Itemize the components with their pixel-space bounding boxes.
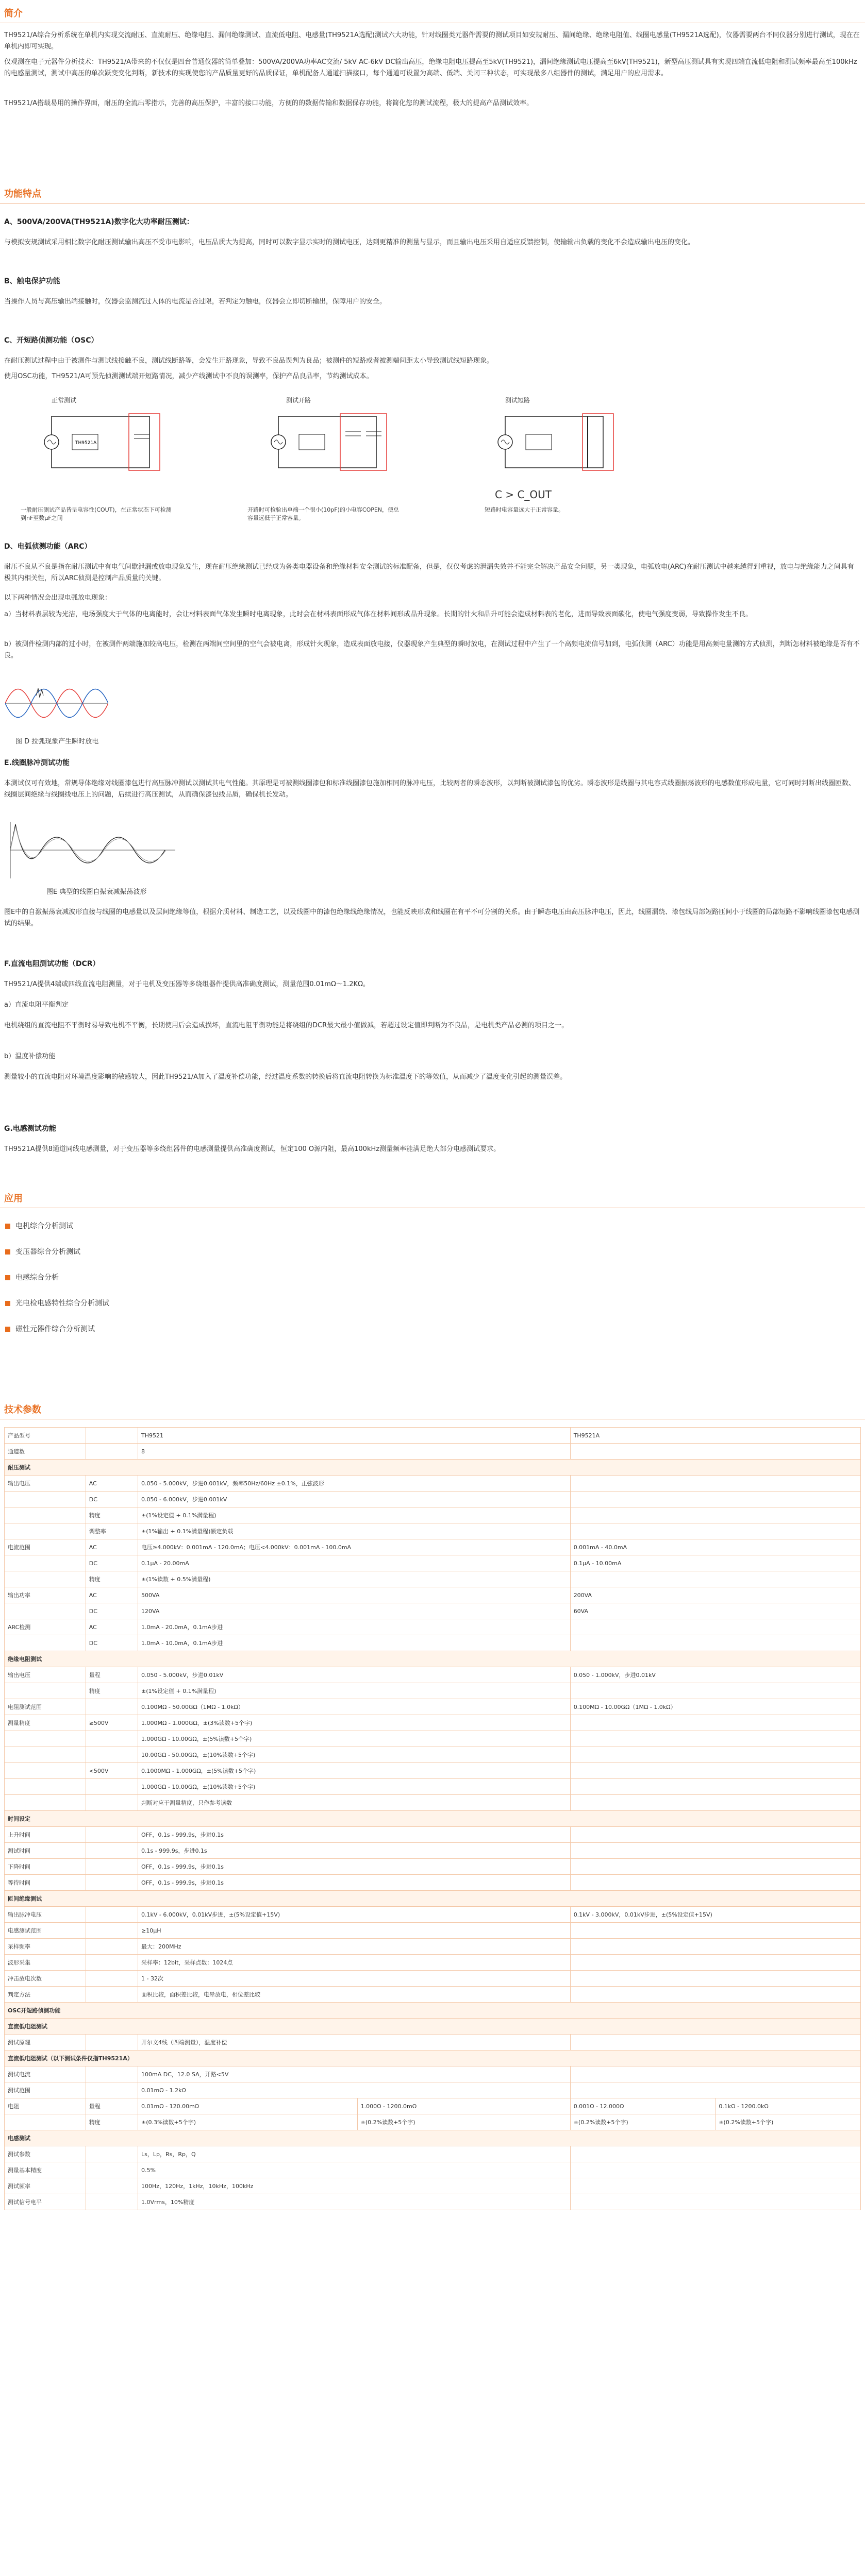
feature-b-text: 当操作人员与高压输出端接触时，仪器会监测流过人体的电流是否过限，若判定为触电，仪器会立即切断输出，保障用户的安全。 <box>4 298 387 306</box>
spec-row <box>5 1507 861 1523</box>
feature-d-title: D、电弧侦测功能（ARC） <box>4 543 92 551</box>
spec-cell: 面积比较，面积差比较，电晕放电，相位差比较 <box>138 1987 571 2003</box>
spec-cell <box>570 2162 860 2178</box>
spec-row <box>5 1651 861 1667</box>
feature-f-text-5: 测量较小的直流电阻对环境温度影响的敏感较大，因此TH9521/A加入了温度补偿功能，经过温度系数的转换后将直流电阻转换为标准温度下的等效值，从而减少了温度变化引起的测量误差。 <box>4 1073 567 1081</box>
spec-cell <box>5 1747 86 1763</box>
feature-e-text-1: 本测试仅可有效地，常规导体绝缘对线圈漆包进行高压脉冲测试以测试其电气性能。其原理是可被测线圈漆包和标准线圈漆包施加相同的脉冲电压，比较两者的瞬态波形，以判断被测试漆包的优劣。瞬态波形是线圈与其电容式线圈振荡波形的电感数值形成电量，它可同时判断出线圈匝数、线圈层间绝缘与线圈线电压上的问题，后续进行高压测试，从而确保漆包线品质，确保机长发动。 <box>4 779 856 799</box>
spec-cell: 100mA DC，12.0 SA，开路<5V <box>138 2066 571 2082</box>
spec-cell <box>570 2035 860 2050</box>
spec-cell <box>5 1603 86 1619</box>
spec-cell: 10.00GΩ - 50.00GΩ，±(10%读数+5个字) <box>138 1747 571 1763</box>
intro-title: 简介 <box>4 8 23 19</box>
spec-group-header: 直流低电阻测试（以下测试条件仅指TH9521A） <box>5 2050 861 2066</box>
spec-row <box>5 1428 861 1444</box>
application-item: 电机综合分析测试 <box>5 1221 73 1231</box>
osc-short-formula: C > C_OUT <box>495 488 552 501</box>
spec-row <box>5 2114 861 2130</box>
spec-row <box>5 2146 861 2162</box>
feature-e-title: E.线圈脉冲测试功能 <box>4 759 70 767</box>
spec-cell <box>570 1715 860 1731</box>
spec-row <box>5 1779 861 1795</box>
spec-cell: 0.100MΩ - 10.00GΩ（1MΩ - 1.0kΩ） <box>570 1699 860 1715</box>
spec-row <box>5 2162 861 2178</box>
spec-cell <box>570 1444 860 1460</box>
spec-row <box>5 1907 861 1923</box>
arc-figure-caption: 图 D 拉弧现象产生瞬时放电 <box>15 738 99 745</box>
spec-cell: <500V <box>86 1763 138 1779</box>
applications-section <box>0 1190 865 1360</box>
spec-cell: 200VA <box>570 1587 860 1603</box>
feature-f-text-1: TH9521/A提供4端或四线直流电阻测量，对于电机及变压器等多绕组器件提供高准确度测试，测量范围0.01mΩ～1.2KΩ。 <box>4 980 370 988</box>
feature-d-text-4: b）被测件检测内部的过小时，在被测件两端施加较高电压，检测在两端间空间里的空气会被电离，形成针火现象，造成表面放电接，仪器现象产生典型的瞬时放电，在测试过程中产生了一个高频电流信号加到，电弧侦测（ARC）功能是用高频电量测的方式侦测，判断怎材料被绝缘是否有不良。 <box>4 640 860 659</box>
feature-g-text-1: TH9521A提供8通道同线电感测量，对于变压器等多绕组器件的电感测量提供高准确度测试，恒定100 O源内阻，最高100kHz测量频率能满足绝大部分电感测试要求。 <box>4 1145 501 1153</box>
spec-cell: DC <box>86 1492 138 1507</box>
spec-cell: 测试参数 <box>5 2146 86 2162</box>
spec-cell: 精度 <box>86 2114 138 2130</box>
spec-cell: 0.050 - 5.000kV，步进0.01kV <box>138 1667 571 1683</box>
spec-cell: 精度 <box>86 1683 138 1699</box>
spec-cell <box>570 1763 860 1779</box>
spec-cell: 0.1kV - 3.000kV，0.01kV步进，±(5%设定值+15V) <box>570 1907 860 1923</box>
spec-cell <box>570 1507 860 1523</box>
spec-cell: 上升时间 <box>5 1827 86 1843</box>
spec-row <box>5 1619 861 1635</box>
spec-cell <box>570 2066 860 2082</box>
spec-cell <box>86 1923 138 1939</box>
spec-cell: 精度 <box>86 1571 138 1587</box>
spec-cell: ±(1%设定值 + 0.1%满量程) <box>138 1683 571 1699</box>
spec-cell <box>86 2162 138 2178</box>
spec-cell: DC <box>86 1635 138 1651</box>
spec-cell <box>570 1843 860 1859</box>
spec-cell: 输出电压 <box>5 1476 86 1492</box>
spec-row <box>5 2178 861 2194</box>
spec-cell <box>86 2146 138 2162</box>
spec-row <box>5 1523 861 1539</box>
feature-d-text-2: 以下两种情况会出现电弧放电现象： <box>4 594 112 602</box>
spec-cell <box>570 1827 860 1843</box>
application-item: 变压器综合分析测试 <box>5 1247 80 1257</box>
spec-cell <box>86 1987 138 2003</box>
spec-cell: 120VA <box>138 1603 571 1619</box>
spec-cell: 测试电流 <box>5 2066 86 2082</box>
spec-row <box>5 1891 861 1907</box>
arc-discharge-waveform <box>5 675 108 732</box>
spec-cell <box>5 1555 86 1571</box>
spec-cell <box>570 1987 860 2003</box>
spec-cell <box>570 1859 860 1875</box>
spec-cell: 开尔文4线（四端测量），温度补偿 <box>138 2035 571 2050</box>
spec-cell <box>570 1971 860 1987</box>
spec-cell <box>86 1971 138 1987</box>
spec-cell: 调整率 <box>86 1523 138 1539</box>
spec-row <box>5 1827 861 1843</box>
section-header <box>0 1190 865 1208</box>
section-header <box>0 1401 865 1419</box>
spec-cell: 测试时间 <box>5 1843 86 1859</box>
spec-cell: OFF，0.1s - 999.9s，步进0.1s <box>138 1859 571 1875</box>
spec-cell <box>570 1875 860 1891</box>
spec-cell <box>5 2114 86 2130</box>
osc-figure-label-short: 测试短路 <box>505 397 530 404</box>
spec-cell: TH9521A <box>570 1428 860 1444</box>
application-item: 电感综合分析 <box>5 1273 59 1283</box>
spec-cell: 0.1kΩ - 1200.0kΩ <box>716 2098 861 2114</box>
spec-cell: Ls，Lp，Rs，Rp，Q <box>138 2146 571 2162</box>
spec-cell <box>86 1859 138 1875</box>
spec-row <box>5 2019 861 2035</box>
spec-cell: 下降时间 <box>5 1859 86 1875</box>
spec-cell <box>86 1731 138 1747</box>
spec-cell <box>570 1476 860 1492</box>
spec-cell <box>5 1795 86 1811</box>
spec-cell: 判断对应于测量精度，只作参考读数 <box>138 1795 571 1811</box>
spec-cell: 8 <box>138 1444 571 1460</box>
feature-g-title: G.电感测试功能 <box>4 1125 56 1133</box>
spec-group-header: 耐压测试 <box>5 1460 861 1476</box>
spec-row <box>5 1955 861 1971</box>
spec-cell: 判定方法 <box>5 1987 86 2003</box>
spec-row <box>5 1715 861 1731</box>
spec-cell: 等待时间 <box>5 1875 86 1891</box>
spec-cell <box>570 1683 860 1699</box>
spec-cell: 测试频率 <box>5 2178 86 2194</box>
intro-paragraph-3: TH9521/A搭载易用的操作界面，耐压的全流出零指示，完善的高压保护，丰富的接口功能，方便的的数据传输和数据保存功能，将简化您的测试流程，极大的提高产品测试效率。 <box>4 99 534 107</box>
spec-row <box>5 1571 861 1587</box>
feature-a-title: A、500VA/200VA(TH9521A)数字化大功率耐压测试： <box>4 218 194 226</box>
spec-cell: 测量精度 <box>5 1715 86 1731</box>
spec-row <box>5 2098 861 2114</box>
spec-row <box>5 1811 861 1827</box>
spec-cell <box>570 1939 860 1955</box>
spec-cell <box>5 1507 86 1523</box>
spec-cell: 0.1μA - 10.00mA <box>570 1555 860 1571</box>
spec-cell: 输出电压 <box>5 1667 86 1683</box>
spec-cell: 精度 <box>86 1507 138 1523</box>
spec-row <box>5 1683 861 1699</box>
spec-cell <box>86 1795 138 1811</box>
spec-row <box>5 1987 861 2003</box>
spec-cell <box>86 1955 138 1971</box>
spec-cell: 电阻测试范围 <box>5 1699 86 1715</box>
spec-cell <box>570 1779 860 1795</box>
spec-cell: 1.000Ω - 1200.0mΩ <box>357 2098 570 2114</box>
spec-row <box>5 1971 861 1987</box>
applications-title: 应用 <box>4 1193 23 1204</box>
spec-row <box>5 2050 861 2066</box>
spec-cell: 采样频率 <box>5 1939 86 1955</box>
spec-cell: 0.1s - 999.9s，步进0.1s <box>138 1843 571 1859</box>
spec-cell: 1.0mA - 10.0mA，0.1mA步进 <box>138 1635 571 1651</box>
spec-cell: 0.01mΩ - 120.00mΩ <box>138 2098 358 2114</box>
spec-row <box>5 1539 861 1555</box>
spec-cell <box>86 2178 138 2194</box>
section-header <box>0 185 865 204</box>
spec-cell <box>570 2194 860 2210</box>
osc-caption-short: 短路时电容量远大于正常容量。 <box>485 506 564 513</box>
spec-cell: 1 - 32次 <box>138 1971 571 1987</box>
spec-row <box>5 1587 861 1603</box>
application-item: 光电检电感特性综合分析测试 <box>5 1298 109 1309</box>
spec-row <box>5 1460 861 1476</box>
spec-row <box>5 1747 861 1763</box>
spec-row <box>5 1476 861 1492</box>
spec-row <box>5 1699 861 1715</box>
spec-cell <box>570 1523 860 1539</box>
spec-cell <box>570 1795 860 1811</box>
svg-text:TH9521A: TH9521A <box>75 440 97 446</box>
feature-f-text-3: 电机绕组的直流电阻不平衡时易导致电机不平衡，长期使用后会造成损坏，直流电阻平衡功能是将绕组的DCR最大最小值做减，若超过设定值即判断为不良品，是电机类产品必测的项目之一。 <box>4 1022 569 1029</box>
spec-cell <box>570 2178 860 2194</box>
spec-cell: 波形采集 <box>5 1955 86 1971</box>
spec-cell: 100Hz，120Hz，1kHz，10kHz，100kHz <box>138 2178 571 2194</box>
spec-cell <box>5 1523 86 1539</box>
osc-caption-normal: 一般耐压测试产品皆呈电容性(COUT)，在正常状态下可检测到nF至数μF之间 <box>21 506 172 521</box>
spec-cell <box>86 1939 138 1955</box>
spec-cell: ±(1%读数 + 0.5%满量程) <box>138 1571 571 1587</box>
intro-paragraph-1: TH9521/A综合分析系统在单机内实现交流耐压、直流耐压、绝缘电阻、漏间绝缘测试、直流低电阻、电感量(TH9521A选配)测试六大功能，针对线圈类元器件需要的测试项目如安规耐压、漏间绝缘、绝缘电阻值、线圈电感量(TH9521A选配)，仪器需要两台不同仪器分别进行测试，现在在单机内即可实现。 <box>4 31 860 50</box>
spec-cell: 1.0mA - 20.0mA，0.1mA步进 <box>138 1619 571 1635</box>
spec-cell <box>86 1875 138 1891</box>
feature-f-text-4: b）温度补偿功能 <box>4 1053 56 1060</box>
spec-cell <box>570 1635 860 1651</box>
application-item: 磁性元器件综合分析测试 <box>5 1324 95 1334</box>
spec-cell <box>86 1444 138 1460</box>
spec-row <box>5 1635 861 1651</box>
spec-row <box>5 2082 861 2098</box>
spec-cell: DC <box>86 1555 138 1571</box>
spec-cell: 0.050 - 1.000kV，步进0.01kV <box>570 1667 860 1683</box>
spec-cell: 通道数 <box>5 1444 86 1460</box>
feature-d-text-3: a）当材料表层较为光洁，电场强度大于气体的电离能时，会让材料表面气体发生瞬时电离现象，此时会在材料表面形成气体在材料间形成晶升现象。长期的针火和晶升可能会造成材料表的老化，进而导致表面碳化，使电气强度变弱，导致操作发生不良。 <box>4 611 752 618</box>
spec-cell: 1.000MΩ - 1.000GΩ，±(3%读数+5个字) <box>138 1715 571 1731</box>
spec-cell: 电压≥4.000kV：0.001mA - 120.0mA；电压<4.000kV：0.001mA - 100.0mA <box>138 1539 571 1555</box>
spec-row <box>5 2066 861 2082</box>
spec-cell <box>86 1428 138 1444</box>
spec-cell: ARC检测 <box>5 1619 86 1635</box>
spec-row <box>5 1444 861 1460</box>
spec-row <box>5 1923 861 1939</box>
feature-b-title: B、触电保护功能 <box>4 277 60 285</box>
spec-cell: 0.1kV - 6.000kV，0.01kV步进，±(5%设定值+15V) <box>138 1907 571 1923</box>
spec-cell: 0.050 - 5.000kV，步进0.001kV，频率50Hz/60Hz ±0.1%，正弦波形 <box>138 1476 571 1492</box>
spec-cell: 1.000GΩ - 10.00GΩ，±(5%读数+5个字) <box>138 1731 571 1747</box>
spec-row <box>5 1731 861 1747</box>
spec-cell <box>570 1923 860 1939</box>
spec-cell: ≥500V <box>86 1715 138 1731</box>
feature-c-text-1: 在耐压测试过程中由于被测件与测试线接触不良，测试线断路等，会发生开路现象，导致不良品误判为良品；被测件的短路或者被测端间距太小导致测试线短路现象。 <box>4 357 494 365</box>
spec-cell <box>570 2146 860 2162</box>
spec-cell: ±(0.2%读数+5个字) <box>570 2114 716 2130</box>
spec-cell: ±(1%设定值 + 0.1%满量程) <box>138 1507 571 1523</box>
spec-row <box>5 1795 861 1811</box>
spec-cell <box>86 1747 138 1763</box>
spec-cell <box>5 1571 86 1587</box>
spec-table <box>4 1427 861 2210</box>
spec-cell: DC <box>86 1603 138 1619</box>
spec-cell <box>86 2066 138 2082</box>
spec-row <box>5 2130 861 2146</box>
spec-group-header: 直流低电阻测试 <box>5 2019 861 2035</box>
spec-cell: 电阻 <box>5 2098 86 2114</box>
coil-ringing-waveform <box>5 819 180 881</box>
spec-cell: 1.000GΩ - 10.00GΩ，±(10%读数+5个字) <box>138 1779 571 1795</box>
spec-cell <box>86 1907 138 1923</box>
osc-open-circuit-diagram <box>258 406 392 483</box>
osc-short-circuit-diagram <box>485 406 619 483</box>
spec-row <box>5 1859 861 1875</box>
feature-a-text: 与模拟安规测试采用相比数字化耐压测试输出高压不受市电影响，电压品质大为提高，同时可以数字显示实时的测试电压，达到更精准的测量与显示，而且输出电压采用自适应反馈控制，使输输出负载的变化不会造成输出电压的变化。 <box>4 239 695 246</box>
spec-cell <box>5 1731 86 1747</box>
spec-cell <box>570 1492 860 1507</box>
spec-cell <box>570 1619 860 1635</box>
spec-cell: 0.001mA - 40.0mA <box>570 1539 860 1555</box>
osc-caption-open: 开路时可检验出单端一个很小(10pF)的小电容COPEN，使总容量远低于正常容量。 <box>247 506 400 521</box>
spec-cell <box>570 2082 860 2098</box>
spec-cell <box>570 1955 860 1971</box>
spec-cell: 量程 <box>86 1667 138 1683</box>
spec-cell: 0.001Ω - 12.000Ω <box>570 2098 716 2114</box>
spec-cell <box>86 1779 138 1795</box>
spec-cell: 500VA <box>138 1587 571 1603</box>
spec-cell: 0.1μA - 20.00mA <box>138 1555 571 1571</box>
feature-d-text-1: 耐压不良从不良是指在耐压测试中有电气间歇泄漏或放电现象发生，现在耐压绝缘测试已经成为备类电器设备和绝缘材料安全测试的标准配备，但是，仅仅考虑的泄漏失效并不能完全解决产品安全问题，另一类现象，电弧放电(ARC)在耐压测试中越来越得到重视，放电与绝缘能力之间具有极其内相关性，所以ARC侦测是控制产品质量的关键。 <box>4 563 854 582</box>
spec-cell <box>5 1492 86 1507</box>
spec-cell <box>86 2082 138 2098</box>
spec-cell <box>86 1699 138 1715</box>
spec-cell: 测试原理 <box>5 2035 86 2050</box>
osc-figure-label-normal: 正常测试 <box>52 397 77 404</box>
spec-row <box>5 1492 861 1507</box>
spec-cell <box>5 1763 86 1779</box>
spec-group-header: 电感测试 <box>5 2130 861 2146</box>
spec-cell: 输出脉冲电压 <box>5 1907 86 1923</box>
intro-section <box>0 5 865 107</box>
spec-row <box>5 1843 861 1859</box>
spec-cell <box>86 1843 138 1859</box>
feature-f-title: F.直流电阻测试功能（DCR） <box>4 960 100 968</box>
spec-row <box>5 2003 861 2019</box>
spec-row <box>5 1939 861 1955</box>
spec-cell: ±(1%输出 + 0.1%满量程)额定负载 <box>138 1523 571 1539</box>
spec-group-header: 匝间绝缘测试 <box>5 1891 861 1907</box>
features-title: 功能特点 <box>4 189 41 199</box>
spec-cell: 电感测试范围 <box>5 1923 86 1939</box>
spec-cell <box>5 1779 86 1795</box>
spec-cell: 0.01mΩ - 1.2kΩ <box>138 2082 571 2098</box>
spec-cell: 0.050 - 6.000kV，步进0.001kV <box>138 1492 571 1507</box>
spec-group-header: 绝缘电阻测试 <box>5 1651 861 1667</box>
spec-cell: AC <box>86 1539 138 1555</box>
spec-cell: 60VA <box>570 1603 860 1619</box>
spec-cell <box>570 1571 860 1587</box>
specs-title: 技术参数 <box>4 1404 41 1415</box>
feature-e-text-2: 图E中的自激振荡衰减波形直接与线圈的电感量以及层间绝缘等值，根据介质材料、制造工艺，以及线圈中的漆包绝缘线绝缘情况，也能反映形成和线圈在有平不可分割的关系。由于瞬态电压由高压脉冲电压，因此，线圈漏绕、漆包线局部短路匝间小于线圈的局部短路不影响线圈漆包电感测试的结果。 <box>4 908 860 927</box>
spec-cell <box>86 2194 138 2210</box>
spec-cell: 最大：200MHz <box>138 1939 571 1955</box>
spec-row <box>5 1763 861 1779</box>
spec-cell: ±(0.2%读数+5个字) <box>357 2114 570 2130</box>
spec-cell: 冲击放电次数 <box>5 1971 86 1987</box>
spec-row <box>5 1555 861 1571</box>
spec-cell: ±(0.2%读数+5个字) <box>716 2114 861 2130</box>
feature-f-text-2: a）直流电阻平衡判定 <box>4 1001 69 1009</box>
spec-row <box>5 1603 861 1619</box>
spec-row <box>5 2194 861 2210</box>
spec-row <box>5 1667 861 1683</box>
spec-cell: OFF，0.1s - 999.9s，步进0.1s <box>138 1827 571 1843</box>
spec-cell: 0.100MΩ - 50.00GΩ（1MΩ - 1.0kΩ） <box>138 1699 571 1715</box>
spec-cell <box>86 2035 138 2050</box>
section-header <box>0 5 865 23</box>
spec-cell: AC <box>86 1587 138 1603</box>
spec-cell <box>570 1747 860 1763</box>
spec-cell: 测试信号电平 <box>5 2194 86 2210</box>
spec-cell <box>5 1683 86 1699</box>
spec-cell: ≥10μH <box>138 1923 571 1939</box>
spec-cell <box>570 1731 860 1747</box>
osc-normal-circuit-diagram <box>31 406 165 483</box>
feature-c-text-2: 使用OSC功能，TH9521/A可预先侦测测试端开短路情况，减少产线测试中不良的误测率，保护产品良品率，节约测试成本。 <box>4 372 373 380</box>
spec-cell: AC <box>86 1619 138 1635</box>
specs-section <box>0 1401 865 2576</box>
spec-cell: 测量基本精度 <box>5 2162 86 2178</box>
spec-cell: 电流范围 <box>5 1539 86 1555</box>
spec-group-header: 时间设定 <box>5 1811 861 1827</box>
spec-row <box>5 2035 861 2050</box>
spec-cell <box>86 1827 138 1843</box>
spec-group-header: OSC开短路侦测功能 <box>5 2003 861 2019</box>
coil-figure-caption: 图E 典型的线圈自振衰减振荡波形 <box>46 888 147 896</box>
spec-cell: OFF，0.1s - 999.9s，步进0.1s <box>138 1875 571 1891</box>
intro-paragraph-2: 仅观测在电子元器件分析技术：TH9521/A带来的不仅仅是四台普通仪器的简单叠加：500VA/200VA功率AC交流/ 5kV AC-6kV DC输出高压，绝缘电阻电压提高至5kV(TH9521)，漏间绝缘测试电压提高至6kV(TH9521)，新型高压测试具有实现四端直流低电阻和测试频率最高至100kHz的电感量测试，测试中高压的单次跃变变化判断，新技术的实现使您的产品质量更好的品质保证，单机配备人通道扫描接口，每个通道可设置为高端、低端、关闭三种状态，可实现最多八组器件的测试，满足用户的应用需求。 <box>4 58 857 77</box>
spec-cell: 采样率：12bit，采样点数：1024点 <box>138 1955 571 1971</box>
spec-cell: ±(0.3%读数+5个字) <box>138 2114 358 2130</box>
spec-row <box>5 1875 861 1891</box>
spec-cell: 0.1000MΩ - 1.000GΩ，±(5%读数+5个字) <box>138 1763 571 1779</box>
spec-cell: 0.5% <box>138 2162 571 2178</box>
spec-cell: 输出功率 <box>5 1587 86 1603</box>
spec-cell: TH9521 <box>138 1428 571 1444</box>
spec-cell: 产品型号 <box>5 1428 86 1444</box>
spec-cell <box>5 1635 86 1651</box>
osc-figure-label-open: 测试开路 <box>286 397 311 404</box>
feature-c-title: C、开短路侦测功能（OSC） <box>4 336 98 345</box>
spec-cell: 量程 <box>86 2098 138 2114</box>
spec-cell: AC <box>86 1476 138 1492</box>
spec-cell: 1.0Vrms，10%精度 <box>138 2194 571 2210</box>
spec-cell: 测试范围 <box>5 2082 86 2098</box>
